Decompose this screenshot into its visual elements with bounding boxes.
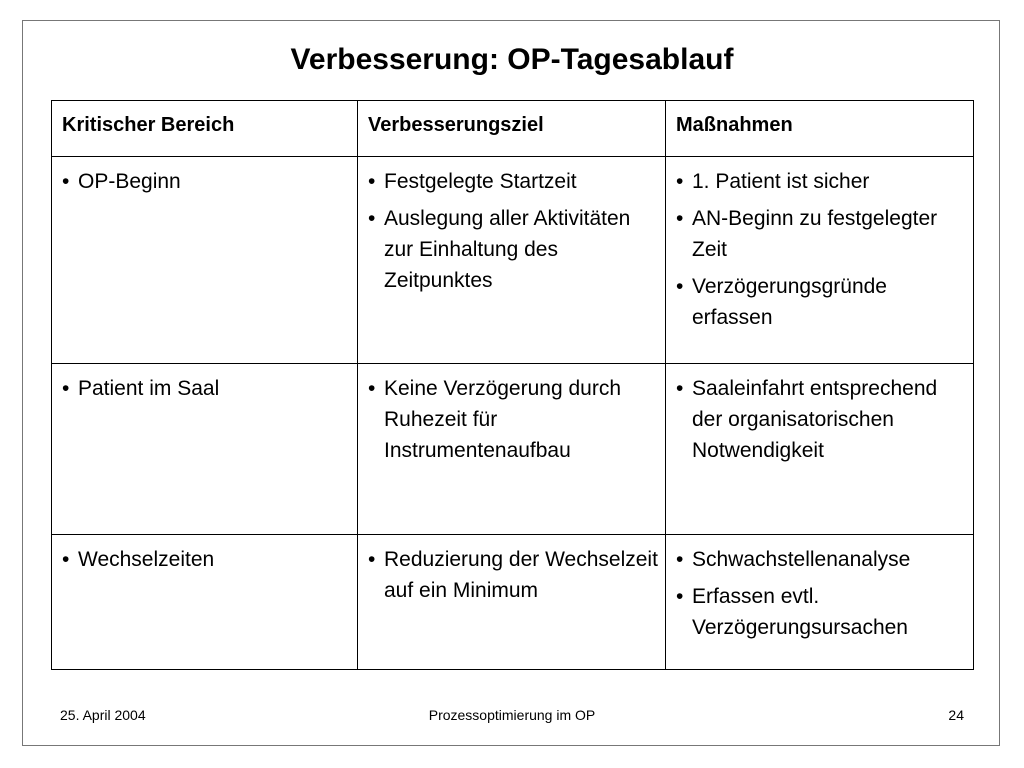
table-row [52, 364, 974, 535]
table-row [52, 157, 974, 364]
measures-table [51, 100, 974, 670]
list-item: • Verzögerungsgründe erfassen [676, 271, 967, 333]
footer-page-number: 24 [948, 707, 964, 723]
list-item: • Erfassen evtl. Verzögerungsursachen [676, 581, 967, 643]
footer-date: 25. April 2004 [60, 707, 146, 723]
list-item: • Saaleinfahrt entsprechend der organisatorischen Notwendigkeit [676, 373, 967, 466]
cell-area [52, 157, 358, 364]
cell-measures [666, 364, 974, 535]
list-item: • Schwachstellenanalyse [676, 544, 967, 575]
list-item: • AN-Beginn zu festgelegter Zeit [676, 203, 967, 265]
header-measures: Maßnahmen [666, 101, 974, 157]
cell-area [52, 364, 358, 535]
list-item: • Reduzierung der Wechselzeit auf ein Minimum [368, 544, 659, 606]
header-improvement-goal: Verbesserungsziel [358, 101, 666, 157]
cell-measures [666, 535, 974, 670]
header-critical-area: Kritischer Bereich [52, 101, 358, 157]
cell-area [52, 535, 358, 670]
list-item: • 1. Patient ist sicher [676, 166, 967, 197]
list-item: • Patient im Saal [62, 373, 351, 404]
cell-measures [666, 157, 974, 364]
slide-title: Verbesserung: OP-Tagesablauf [290, 43, 734, 76]
table-header-row [52, 101, 974, 157]
list-item: • Auslegung aller Aktivitäten zur Einhaltung des Zeitpunktes [368, 203, 659, 296]
cell-goal [358, 157, 666, 364]
list-item: • Wechselzeiten [62, 544, 351, 575]
list-item: • Festgelegte Startzeit [368, 166, 659, 197]
cell-goal [358, 364, 666, 535]
footer-topic: Prozessoptimierung im OP [428, 707, 596, 723]
list-item: • OP-Beginn [62, 166, 351, 197]
list-item: • Keine Verzögerung durch Ruhezeit für Instrumentenaufbau [368, 373, 659, 466]
table-row [52, 535, 974, 670]
cell-goal [358, 535, 666, 670]
